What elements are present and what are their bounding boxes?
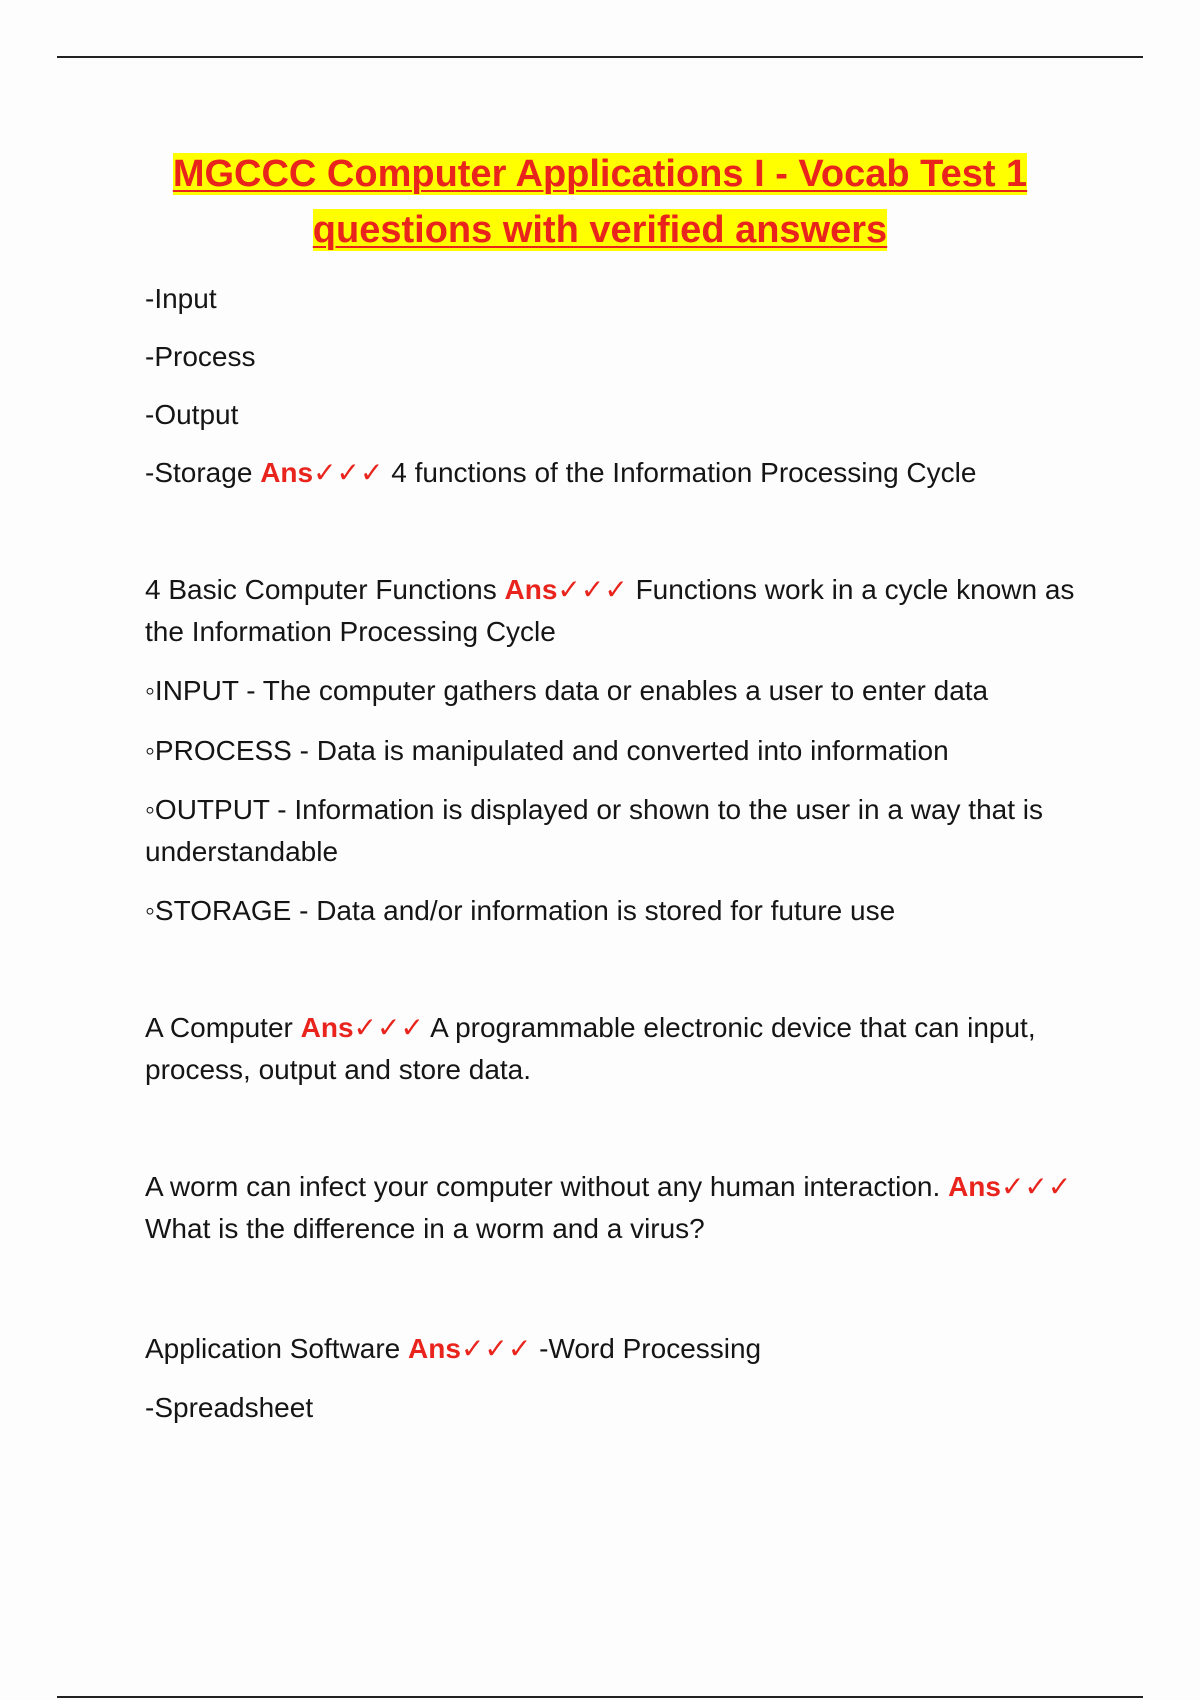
check-marks-icon: ✓✓✓ — [557, 574, 628, 605]
list-line-spreadsheet: -Spreadsheet — [145, 1392, 314, 1423]
qa-worm — [145, 1166, 1095, 1250]
check-marks-icon: ✓✓✓ — [460, 1333, 532, 1364]
list-item: ◦OUTPUT - Information is displayed or shown to the user in a way that is understandable — [145, 794, 1044, 867]
qa-storage — [145, 452, 1095, 494]
answer-label: Ans — [260, 457, 314, 488]
list-item: ◦STORAGE - Data and/or information is stored for future use — [145, 895, 896, 926]
answer-text: 4 functions of the Information Processing Cycle — [391, 457, 977, 488]
answer-label: Ans — [408, 1333, 461, 1364]
qa-basic-functions — [145, 569, 1095, 653]
answer-text: What is the difference in a worm and a virus? — [145, 1213, 705, 1244]
list-item: ◦INPUT - The computer gathers data or enables a user to enter data — [145, 675, 989, 706]
list-line-process: -Process — [145, 341, 256, 372]
answer-text: -Word Processing — [539, 1333, 762, 1364]
top-rule — [57, 56, 1143, 58]
check-marks-icon: ✓✓✓ — [1000, 1171, 1072, 1202]
list-line-input: -Input — [145, 283, 217, 314]
bottom-rule — [57, 1696, 1143, 1698]
question-text: A worm can infect your computer without any human interaction. — [145, 1171, 941, 1202]
question-text: 4 Basic Computer Functions — [145, 574, 497, 605]
answer-text: A programmable electronic device that can input, process, output and store data. — [145, 1012, 1036, 1085]
title-line-1: MGCCC Computer Applications I - Vocab Test 1 — [172, 153, 1028, 195]
answer-label: Ans — [300, 1012, 354, 1043]
question-text: -Storage — [145, 457, 253, 488]
list-item: ◦PROCESS - Data is manipulated and converted into information — [145, 735, 949, 766]
check-marks-icon: ✓✓✓ — [353, 1012, 424, 1043]
answer-label: Ans — [504, 574, 558, 605]
document-title — [0, 146, 1200, 258]
answer-text: Functions work in a cycle known as the Information Processing Cycle — [145, 574, 1075, 647]
list-line-output: -Output — [145, 399, 239, 430]
answer-label: Ans — [948, 1171, 1001, 1202]
check-marks-icon: ✓✓✓ — [313, 457, 384, 488]
qa-application-software — [145, 1328, 1095, 1370]
title-line-2: questions with verified answers — [312, 209, 888, 251]
question-text: Application Software — [145, 1333, 401, 1364]
qa-computer — [145, 1007, 1095, 1091]
question-text: A Computer — [145, 1012, 293, 1043]
